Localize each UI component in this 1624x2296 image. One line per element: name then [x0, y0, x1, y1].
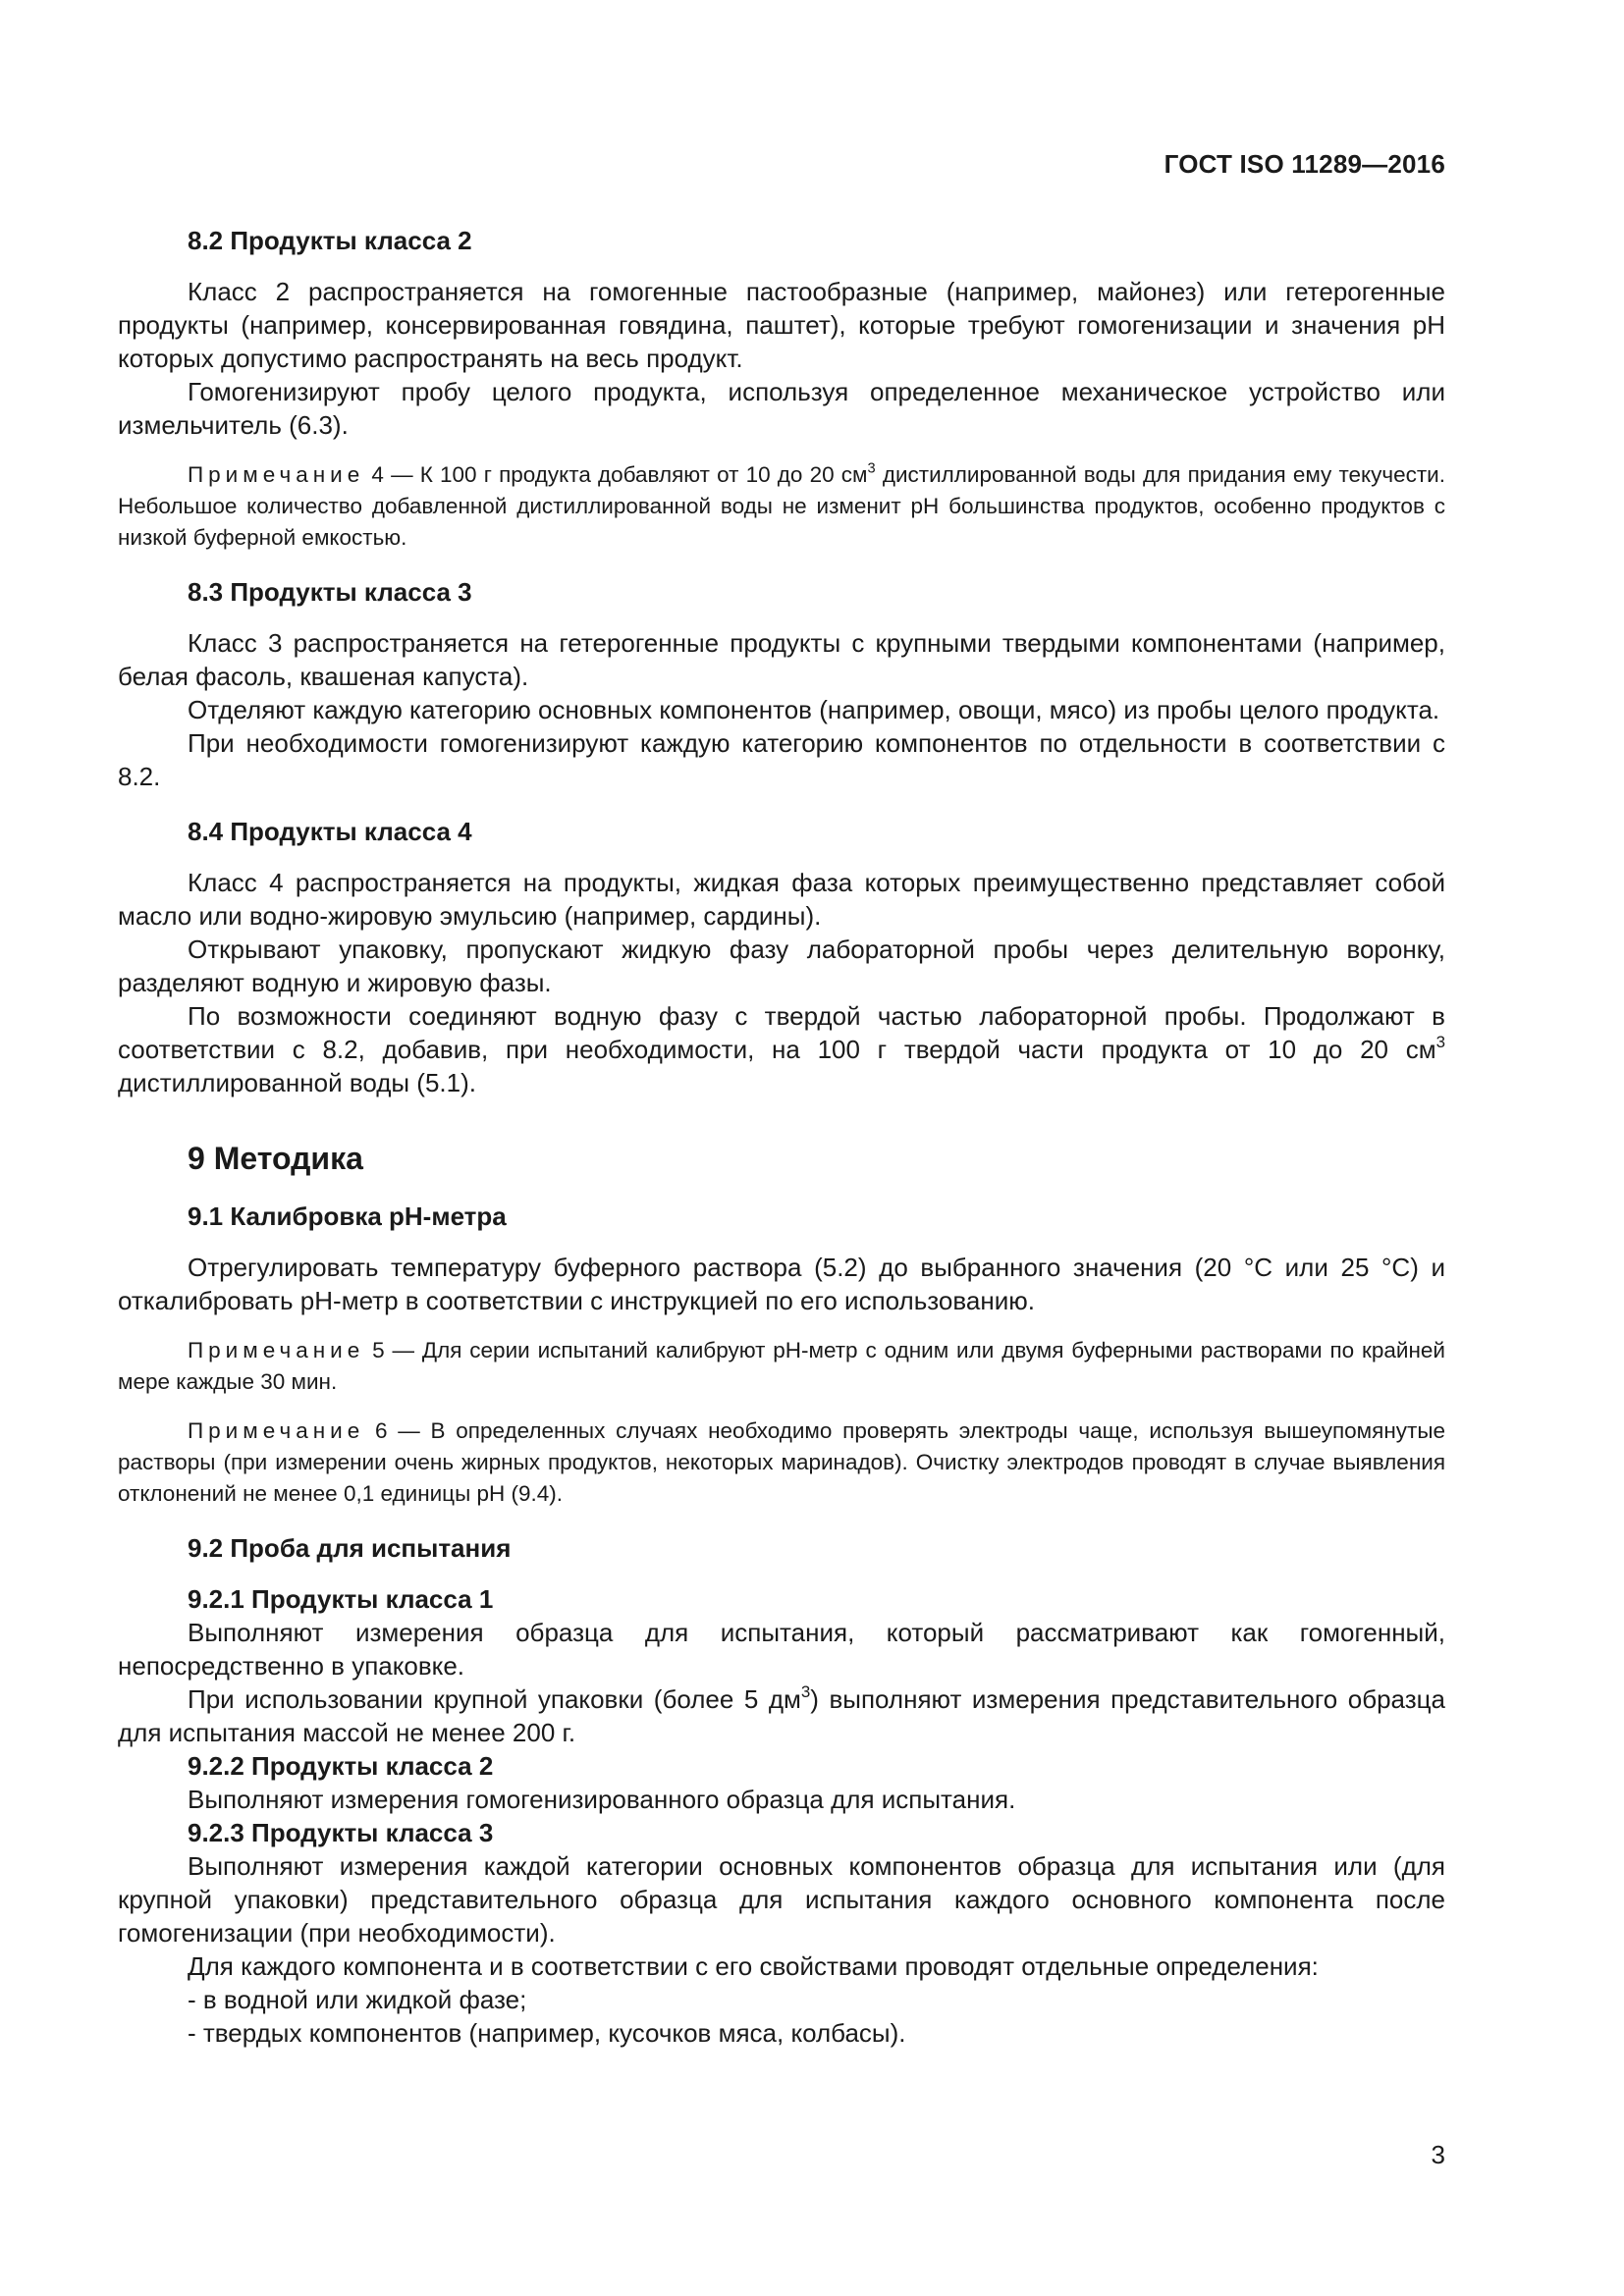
note-label: Примечание: [188, 462, 365, 487]
superscript: 3: [867, 460, 876, 477]
note-5: [118, 1335, 1445, 1398]
note-number: 5: [372, 1338, 385, 1362]
note-4: [118, 459, 1445, 554]
heading-9-2-2: 9.2.2 Продукты класса 2: [188, 1751, 494, 1781]
note-6: [118, 1415, 1445, 1510]
paragraph-text: дистиллированной воды (5.1).: [118, 1068, 476, 1097]
heading-9-2-1: 9.2.1 Продукты класса 1: [188, 1584, 494, 1614]
paragraph: Выполняют измерения гомогенизированного образца для испытания.: [188, 1785, 1016, 1814]
paragraph-text: ) выполняют измерения представительного образца для испытания массой не менее 200 г.: [118, 1684, 1445, 1747]
paragraph: Класс 4 распространяется на продукты, жидкая фаза которых преимущественно представляет собой масло или водно-жировую эмульсию (например, сардины).: [118, 868, 1445, 931]
note-label: Примечание: [188, 1418, 365, 1443]
note-text: — Для серии испытаний калибруют pH-метр с одним или двумя буферными растворами по крайней мере каждые 30 мин.: [118, 1338, 1445, 1394]
heading-8-2: 8.2 Продукты класса 2: [188, 226, 472, 255]
superscript: 3: [1435, 1033, 1445, 1052]
paragraph: Выполняют измерения каждой категории основных компонентов образца для испытания или (для крупной упаковки) представительного образца для испытания каждого основного компонента после гомогенизации (при необходимости).: [118, 1851, 1445, 1948]
paragraph: [118, 1682, 1445, 1749]
paragraph: Гомогенизируют пробу целого продукта, используя определенное механическое устройство или измельчитель (6.3).: [118, 377, 1445, 440]
note-text: — В определенных случаях необходимо проверять электроды чаще, используя вышеупомянутые растворы (при измерении очень жирных продуктов, некоторых маринадов). Очистку электродов проводят в случае выявления отклонений не менее 0,1 единицы pH (9.4).: [118, 1418, 1445, 1506]
paragraph: Класс 2 распространяется на гомогенные пастообразные (например, майонез) или гетерогенные продукты (например, консервированная говядина, паштет), которые требуют гомогенизации и значения pH которых допустимо распространять на весь продукт.: [118, 277, 1445, 373]
page-body: [118, 224, 1445, 2050]
heading-8-4: 8.4 Продукты класса 4: [188, 817, 472, 846]
paragraph: Класс 3 распространяется на гетерогенные продукты с крупными твердыми компонентами (например, белая фасоль, квашеная капуста).: [118, 628, 1445, 691]
paragraph-text: По возможности соединяют водную фазу с твердой частью лабораторной пробы. Продолжают в соответствии с 8.2, добавив, при необходимости, на 100 г твердой части продукта от 10 до 20 см: [118, 1001, 1445, 1064]
heading-9-2-3: 9.2.3 Продукты класса 3: [188, 1818, 494, 1847]
list-item: - в водной или жидкой фазе;: [188, 1985, 527, 2014]
note-label: Примечание: [188, 1338, 365, 1362]
paragraph: Открывают упаковку, пропускают жидкую фазу лабораторной пробы через делительную воронку, разделяют водную и жировую фазы.: [118, 934, 1445, 997]
note-text: — К 100 г продукта добавляют от 10 до 20 см: [383, 462, 868, 487]
paragraph: Отрегулировать температуру буферного раствора (5.2) до выбранного значения (20 °C или 25 °C) и откалибровать pH-метр в соответствии с инструкцией по его использованию.: [118, 1253, 1445, 1315]
paragraph: Для каждого компонента и в соответствии с его свойствами проводят отдельные определения:: [188, 1951, 1319, 1981]
paragraph: Отделяют каждую категорию основных компонентов (например, овощи, мясо) из пробы целого продукта.: [188, 695, 1440, 724]
heading-9: 9 Методика: [188, 1141, 363, 1176]
note-number: 6: [375, 1418, 388, 1443]
paragraph: [118, 999, 1445, 1099]
paragraph: При необходимости гомогенизируют каждую категорию компонентов по отдельности в соответствии с 8.2.: [118, 728, 1445, 791]
list-item: - твердых компонентов (например, кусочков мяса, колбасы).: [188, 2018, 906, 2048]
paragraph: Выполняют измерения образца для испытания, который рассматривают как гомогенный, непосредственно в упаковке.: [118, 1618, 1445, 1681]
heading-9-2: 9.2 Проба для испытания: [188, 1533, 512, 1563]
paragraph-text: При использовании крупной упаковки (более 5 дм: [188, 1684, 801, 1714]
heading-8-3: 8.3 Продукты класса 3: [188, 577, 472, 607]
note-number: 4: [371, 462, 384, 487]
heading-9-1: 9.1 Калибровка pH-метра: [188, 1201, 507, 1231]
superscript: 3: [800, 1682, 811, 1702]
note-text: дистиллированной воды для придания ему текучести. Небольшое количество добавленной дистиллированной воды не изменит pH большинства продуктов, особенно продуктов с низкой буферной емкостью.: [118, 462, 1445, 550]
standard-header: ГОСТ ISO 11289—2016: [1164, 149, 1445, 179]
page-number: 3: [1431, 2140, 1445, 2169]
